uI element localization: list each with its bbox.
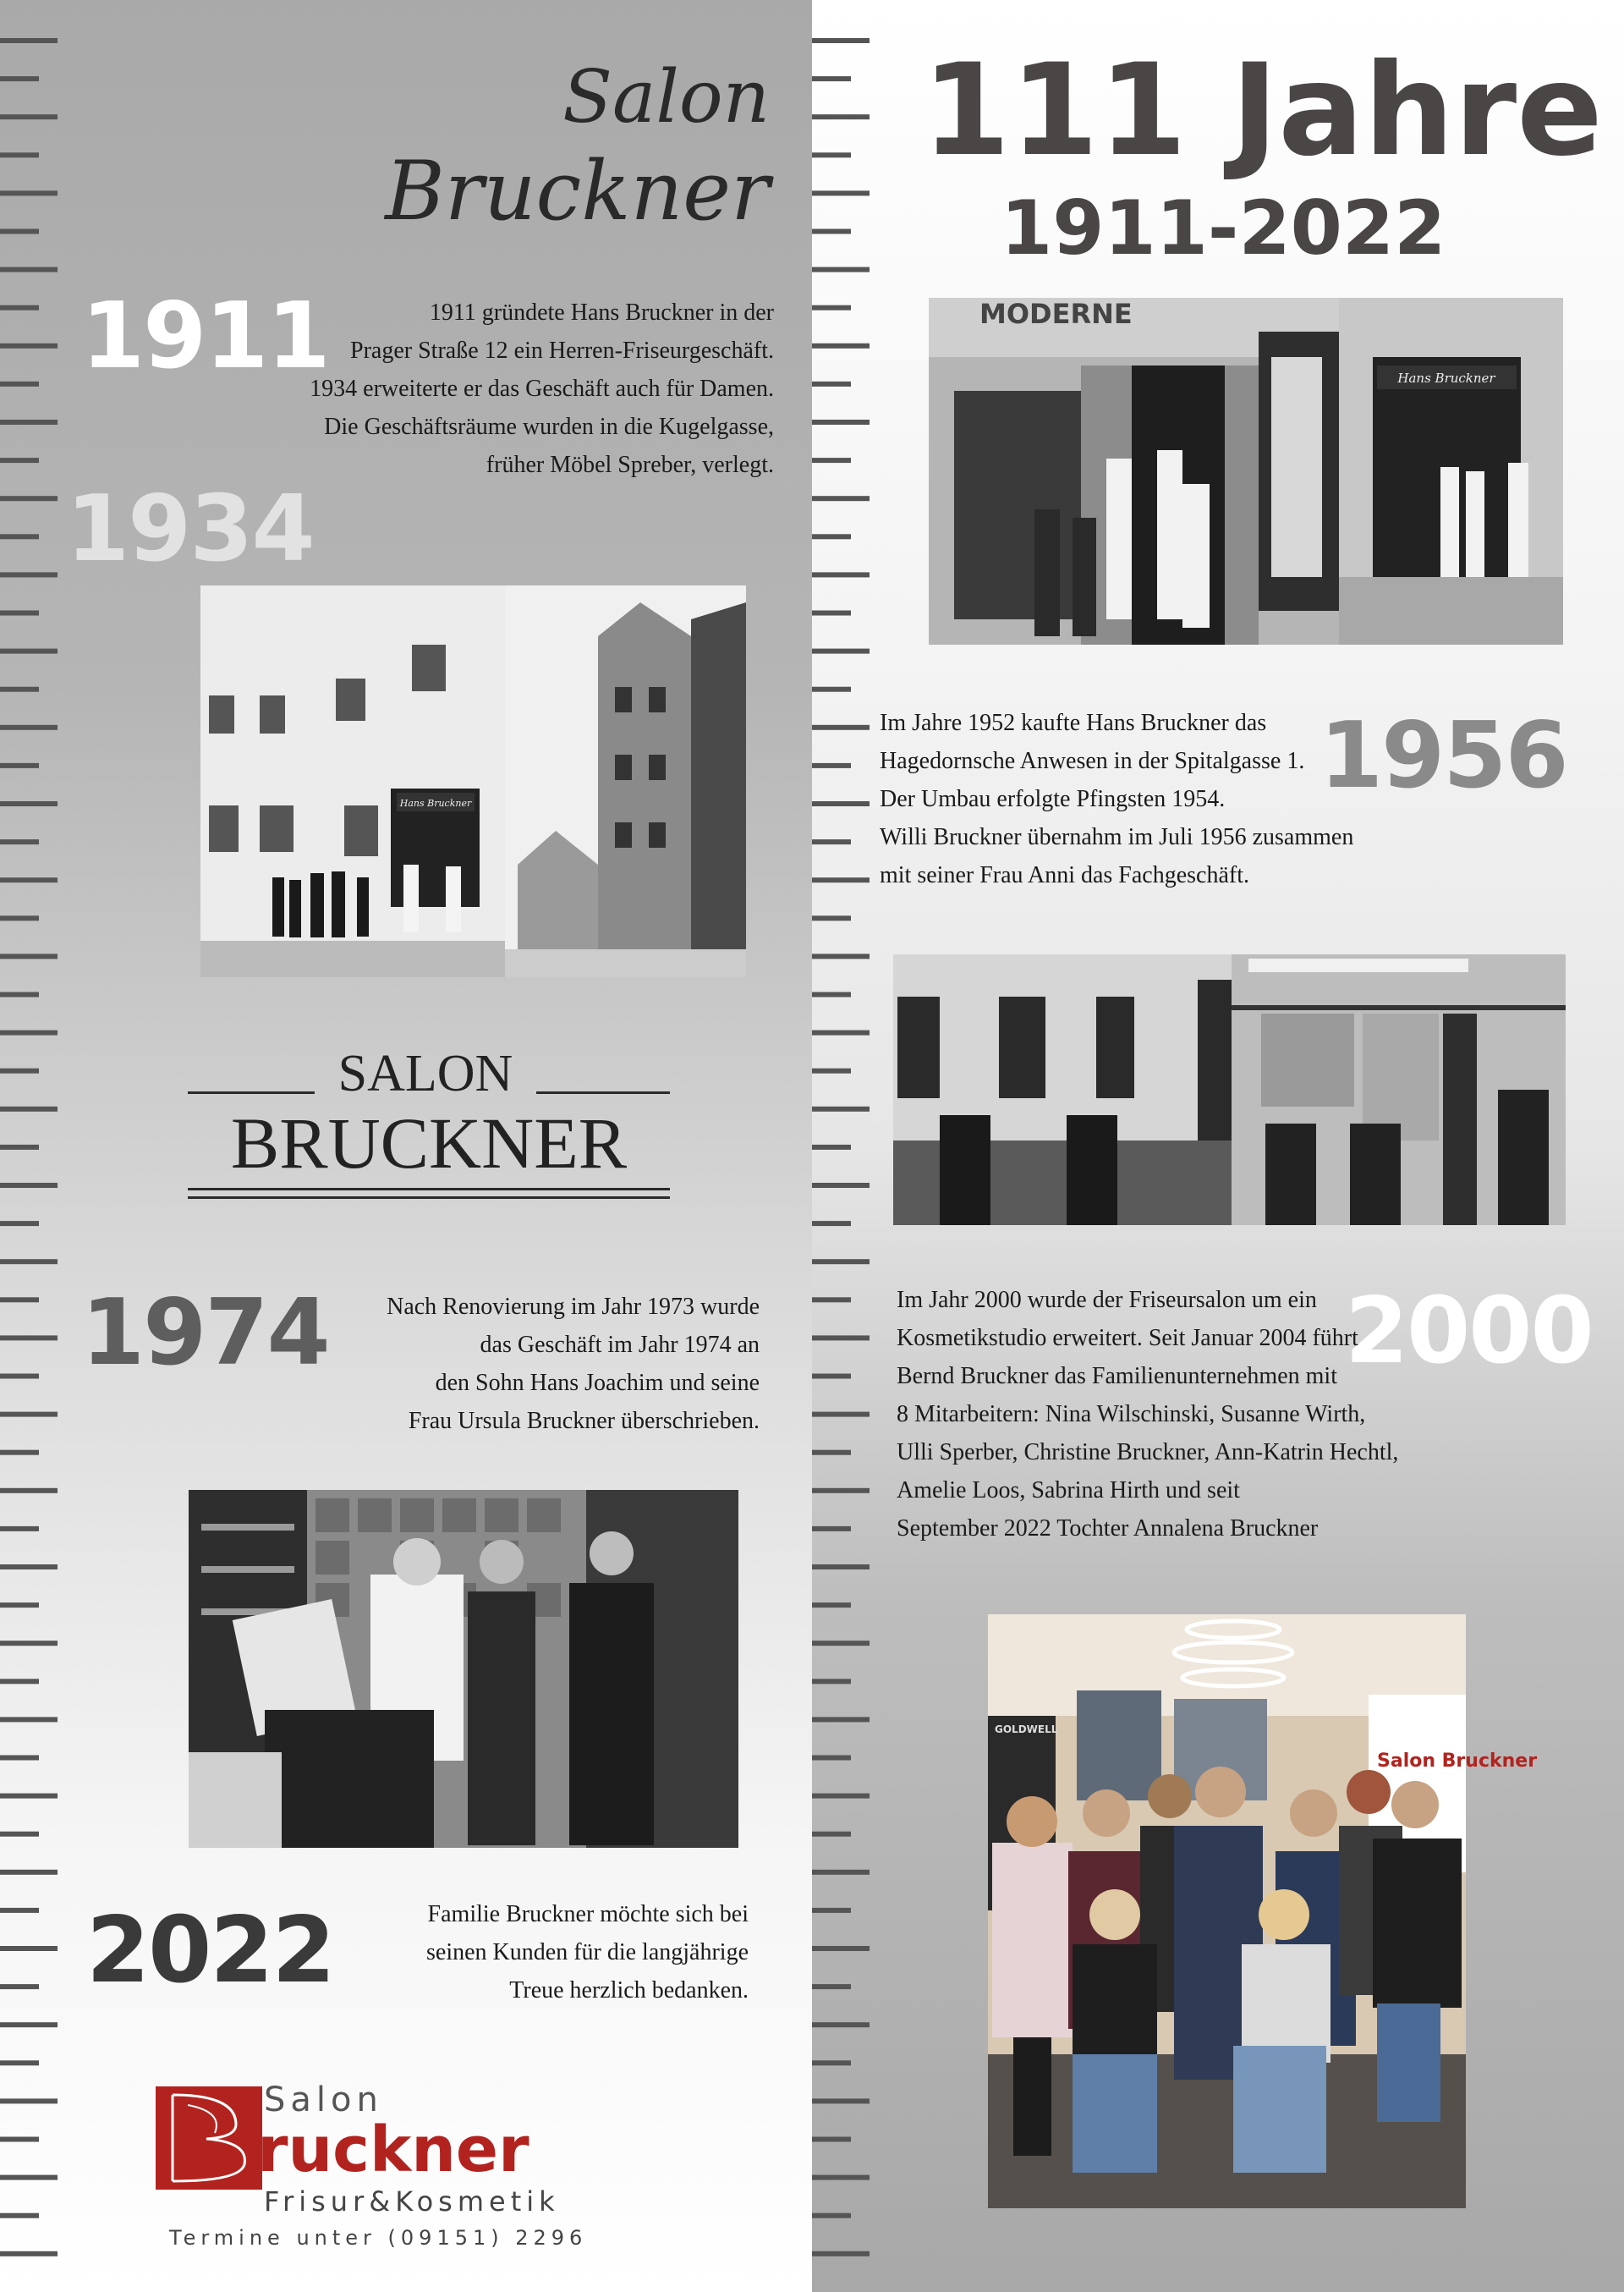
ruler-tick <box>0 1031 58 1036</box>
text-1974-line: Frau Ursula Bruckner überschrieben. <box>408 1408 760 1434</box>
ruler-tick <box>0 382 39 387</box>
ruler-tick <box>812 2251 870 2256</box>
text-2022-line: Familie Bruckner möchte sich bei <box>427 1901 749 1927</box>
text-1911-line: 1934 erweiterte er das Geschäft auch für Damen. <box>310 376 774 402</box>
year-1956: 1956 <box>1320 703 1567 809</box>
ruler-tick <box>812 1259 870 1264</box>
text-1974-line: Nach Renovierung im Jahr 1973 wurde <box>387 1294 760 1320</box>
text-1911-line: früher Möbel Spreber, verlegt. <box>486 452 774 478</box>
ruler-tick <box>0 1641 58 1646</box>
ruler-tick <box>812 267 870 272</box>
ruler-tick <box>812 1412 870 1417</box>
text-1911-line: 1911 gründete Hans Bruckner in der <box>429 300 774 326</box>
logo-line-left <box>188 1091 315 1094</box>
ruler-tick <box>812 229 851 234</box>
footer-logo <box>154 2080 645 2227</box>
text-1911-line: Prager Straße 12 ein Herren-Friseurgeschäft. <box>350 338 774 364</box>
ruler-tick <box>0 1908 39 1913</box>
ruler-tick <box>812 76 851 81</box>
ruler-tick <box>0 420 58 425</box>
ruler-tick <box>0 2175 58 2180</box>
ruler-tick <box>0 877 58 882</box>
left-ruler <box>0 0 68 2292</box>
ruler-tick <box>0 458 39 463</box>
script-salon: Salon <box>562 55 770 140</box>
ruler-tick <box>812 1908 851 1913</box>
text-1956-line: Willi Bruckner übernahm im Juli 1956 zusammen <box>880 824 1354 850</box>
old-salon-logo <box>188 1047 670 1208</box>
ruler-tick <box>812 2137 851 2142</box>
ruler-tick <box>812 2175 870 2180</box>
ruler-tick <box>0 1832 39 1837</box>
facade-sign-text: MODERNE <box>979 298 1133 330</box>
ruler-tick <box>0 1564 58 1569</box>
text-2000-line: September 2022 Tochter Annalena Bruckner <box>897 1515 1319 1542</box>
text-2022-line: Treue herzlich bedanken. <box>509 1977 749 2003</box>
facade-shop-sign-text: Hans Bruckner <box>1397 371 1495 386</box>
ruler-tick <box>812 725 870 730</box>
ruler-tick <box>812 2098 870 2103</box>
ruler-tick <box>812 2060 851 2065</box>
ruler-tick <box>0 954 58 959</box>
photo-1956-interior <box>893 954 1566 1225</box>
ruler-tick <box>812 1946 870 1951</box>
ruler-tick <box>812 1069 851 1074</box>
ruler-tick <box>812 1526 851 1531</box>
ruler-tick <box>812 1335 870 1340</box>
text-2000-line: Amelie Loos, Sabrina Hirth und seit <box>897 1477 1240 1503</box>
ruler-tick <box>0 725 58 730</box>
text-1911 <box>186 294 774 484</box>
ruler-tick <box>812 992 851 998</box>
year-1934: 1934 <box>66 476 314 582</box>
photo-1934-street <box>200 585 746 977</box>
ruler-tick <box>812 611 851 616</box>
ruler-tick <box>812 954 870 959</box>
ruler-tick <box>0 38 58 43</box>
ruler-tick <box>0 76 39 81</box>
ruler-tick <box>812 190 870 195</box>
ruler-tick <box>812 1679 851 1684</box>
page-subtitle: 1911-2022 <box>1001 184 1446 272</box>
text-1974-line: das Geschäft im Jahr 1974 an <box>480 1332 760 1358</box>
ruler-tick <box>0 267 58 272</box>
ruler-tick <box>812 458 851 463</box>
ruler-tick <box>0 496 58 501</box>
ruler-tick <box>0 1679 39 1684</box>
ruler-tick <box>812 801 870 806</box>
ruler-tick <box>0 190 58 195</box>
ruler-tick <box>0 763 39 768</box>
script-bruckner: Bruckner <box>385 144 770 239</box>
ruler-tick <box>812 1984 851 1989</box>
ruler-tick <box>0 801 58 806</box>
ruler-tick <box>812 2213 851 2218</box>
ruler-tick <box>0 649 58 654</box>
logo-underline-2 <box>188 1196 670 1199</box>
ruler-tick <box>0 2060 39 2065</box>
ruler-tick <box>812 152 851 157</box>
goldwell-shelf-text: GOLDWELL <box>995 1723 1058 1735</box>
ruler-tick <box>0 1374 39 1379</box>
ruler-tick <box>812 420 870 425</box>
shop-sign-text: Hans Bruckner <box>399 798 472 809</box>
ruler-tick <box>0 229 39 234</box>
ruler-tick <box>812 534 851 539</box>
ruler-tick <box>0 1221 39 1226</box>
ruler-tick <box>812 305 851 311</box>
page-title: 111 Jahre <box>922 37 1603 184</box>
ruler-tick <box>812 1145 851 1150</box>
ruler-tick <box>0 992 39 998</box>
logo-line-right <box>536 1091 670 1094</box>
ruler-tick <box>0 1107 58 1112</box>
ruler-tick <box>812 1297 851 1302</box>
ruler-tick <box>812 1183 870 1188</box>
ruler-tick <box>0 114 58 119</box>
year-1911: 1911 <box>81 283 329 389</box>
ruler-tick <box>0 152 39 157</box>
year-1974: 1974 <box>81 1280 329 1386</box>
ruler-tick <box>0 1984 39 1989</box>
ruler-tick <box>0 1069 39 1074</box>
ruler-tick <box>812 763 851 768</box>
ruler-tick <box>812 1602 851 1608</box>
footer-tagline: Frisur&Kosmetik <box>264 2185 560 2218</box>
ruler-tick <box>0 1794 58 1799</box>
ruler-tick <box>812 1221 851 1226</box>
ruler-tick <box>0 1526 39 1531</box>
ruler-tick <box>0 344 58 349</box>
ruler-tick <box>812 1564 870 1569</box>
ruler-tick <box>0 2098 58 2103</box>
photo-2022-team <box>988 1614 1538 2208</box>
ruler-tick <box>0 1145 39 1150</box>
ruler-tick <box>0 1870 58 1875</box>
ruler-tick <box>812 649 870 654</box>
text-1956 <box>880 704 1489 894</box>
ruler-tick <box>812 1756 851 1761</box>
ruler-tick <box>812 1794 870 1799</box>
ruler-tick <box>0 1946 58 1951</box>
ruler-tick <box>0 611 39 616</box>
year-2022: 2022 <box>86 1898 334 2003</box>
ruler-tick <box>812 1031 870 1036</box>
photo-1911-storefront <box>929 298 1563 645</box>
ruler-tick <box>0 1335 58 1340</box>
ruler-tick <box>0 1602 39 1608</box>
text-2000 <box>897 1281 1539 1547</box>
ruler-tick <box>812 1450 851 1455</box>
ruler-tick <box>812 1832 851 1837</box>
logo-underline-1 <box>188 1188 670 1190</box>
ruler-tick <box>0 1259 58 1264</box>
ruler-tick <box>812 877 870 882</box>
text-2022-line: seinen Kunden für die langjährige <box>426 1939 749 1965</box>
ruler-tick <box>812 1641 870 1646</box>
appointment-phone[interactable]: Termine unter (09151) 2296 <box>169 2226 588 2250</box>
ruler-tick <box>0 305 39 311</box>
ruler-tick <box>812 839 851 844</box>
ruler-tick <box>0 1412 58 1417</box>
footer-name-text: ruckner <box>257 2113 529 2186</box>
ruler-tick <box>0 572 58 577</box>
ruler-tick <box>0 839 39 844</box>
ruler-tick <box>0 687 39 692</box>
ruler-tick <box>0 915 39 921</box>
text-2000-line: 8 Mitarbeitern: Nina Wilschinski, Susanne Wirth, <box>897 1401 1366 1427</box>
footer-salon-text: Salon <box>264 2080 383 2119</box>
text-2000-line: Bernd Bruckner das Familienunternehmen mit <box>897 1363 1337 1389</box>
text-2022 <box>347 1895 749 2009</box>
ruler-tick <box>812 344 870 349</box>
photo-1974-barber <box>189 1490 738 1848</box>
ruler-tick <box>812 1488 870 1493</box>
logo-b-emblem-icon <box>156 2086 262 2190</box>
ruler-tick <box>0 1183 58 1188</box>
ruler-tick <box>812 2022 870 2027</box>
text-1956-line: Im Jahre 1952 kaufte Hans Bruckner das <box>880 710 1267 736</box>
text-1956-line: Hagedornsche Anwesen in der Spitalgasse 1. <box>880 748 1305 774</box>
ruler-tick <box>0 2251 58 2256</box>
ruler-tick <box>812 572 870 577</box>
ruler-tick <box>812 915 851 921</box>
ruler-tick <box>0 1756 39 1761</box>
ruler-tick <box>812 1374 851 1379</box>
text-2000-line: Im Jahr 2000 wurde der Friseursalon um ein <box>897 1287 1317 1313</box>
text-1974-line: den Sohn Hans Joachim und seine <box>435 1370 760 1396</box>
text-1911-line: Die Geschäftsräume wurden in die Kugelgasse, <box>324 414 774 440</box>
logo-bruckner-text: BRUCKNER <box>230 1102 628 1184</box>
ruler-tick <box>0 2022 58 2027</box>
ruler-tick <box>812 382 851 387</box>
ruler-tick <box>0 1450 39 1455</box>
text-2000-line: Kosmetikstudio erweitert. Seit Januar 2004 führt <box>897 1325 1358 1351</box>
wall-logo-text: Salon Bruckner <box>1377 1751 1538 1772</box>
ruler-tick <box>0 2137 39 2142</box>
center-ruler <box>812 0 880 2292</box>
ruler-tick <box>0 1717 58 1722</box>
ruler-tick <box>0 2213 39 2218</box>
ruler-tick <box>812 496 870 501</box>
ruler-tick <box>812 1870 870 1875</box>
ruler-tick <box>0 1297 39 1302</box>
ruler-tick <box>812 1717 870 1722</box>
ruler-tick <box>812 114 870 119</box>
logo-salon-text: SALON <box>337 1045 513 1102</box>
ruler-tick <box>0 1488 58 1493</box>
year-2000: 2000 <box>1345 1278 1593 1384</box>
ruler-tick <box>0 534 39 539</box>
text-1956-line: Der Umbau erfolgte Pfingsten 1954. <box>880 786 1226 812</box>
text-1956-line: mit seiner Frau Anni das Fachgeschäft. <box>880 862 1250 888</box>
ruler-tick <box>812 687 851 692</box>
text-1974 <box>279 1288 760 1440</box>
ruler-tick <box>812 1107 870 1112</box>
ruler-tick <box>812 38 870 43</box>
text-2000-line: Ulli Sperber, Christine Bruckner, Ann-Katrin Hechtl, <box>897 1439 1399 1465</box>
